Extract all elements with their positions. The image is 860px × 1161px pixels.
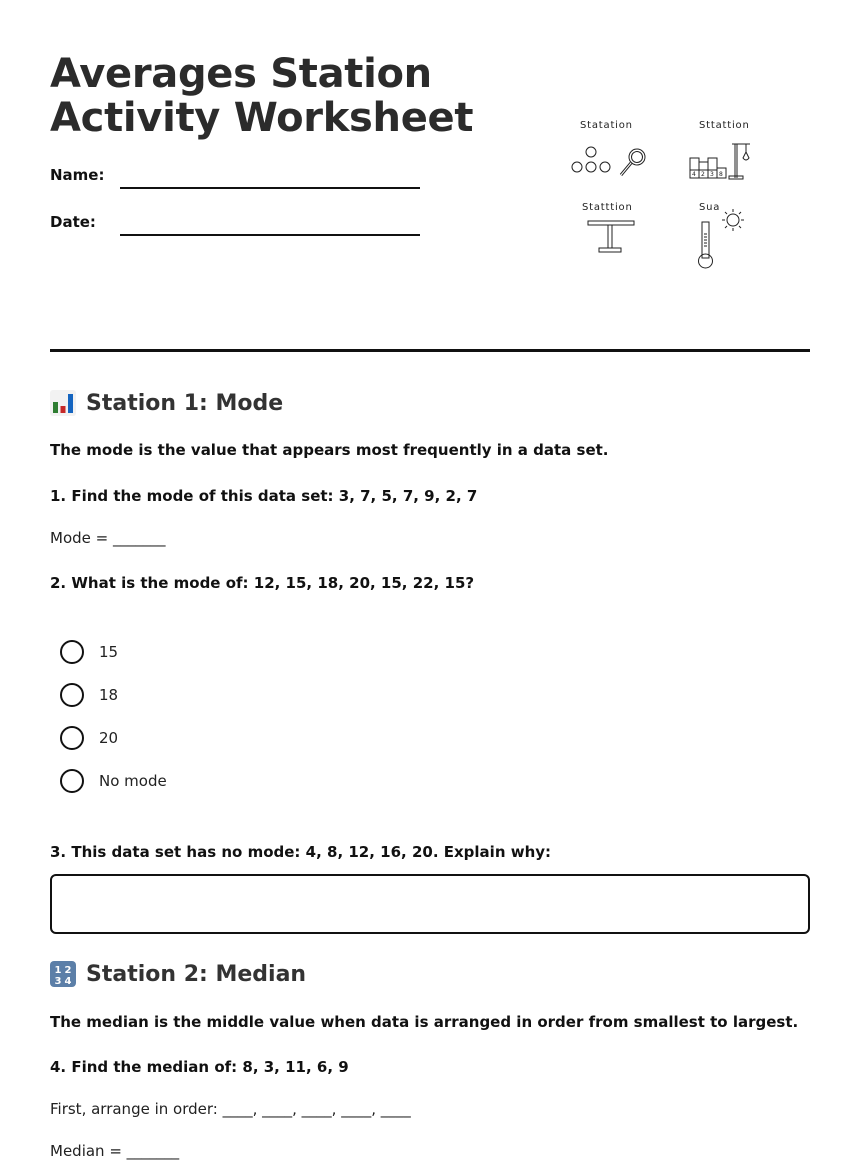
radio-button[interactable] [60, 769, 84, 793]
question-2: 2. What is the mode of: 12, 15, 18, 20, 15, 22, 15? [50, 574, 475, 592]
svg-text:1: 1 [54, 965, 62, 976]
table-icon [586, 218, 638, 258]
name-field[interactable] [120, 187, 420, 189]
page-title [50, 52, 473, 140]
median-definition: The median is the middle value when data is arranged in order from smallest to largest. [50, 1013, 799, 1031]
svg-text:8: 8 [719, 171, 723, 178]
station-1-heading [50, 390, 283, 416]
option-20[interactable] [60, 725, 118, 751]
section-divider [50, 349, 810, 352]
explanation-textbox[interactable] [50, 874, 810, 934]
icon-caption-3: Statttion [582, 202, 633, 213]
title-line-2: Activity Worksheet [50, 95, 474, 141]
radio-button[interactable] [60, 640, 84, 664]
radio-button[interactable] [60, 683, 84, 707]
option-18[interactable] [60, 682, 118, 708]
numbers-1234-icon [50, 961, 76, 987]
station-2-heading [50, 961, 306, 987]
option-label: 18 [99, 686, 119, 704]
arrange-answer-line[interactable]: First, arrange in order: ____, ____, ____, ____, ____ [50, 1100, 411, 1118]
radio-button[interactable] [60, 726, 84, 750]
option-label: 15 [99, 643, 119, 661]
thermometer-and-sun-icon [690, 206, 750, 272]
median-answer-line[interactable]: Median = _______ [50, 1142, 180, 1160]
name-label: Name: [50, 166, 105, 184]
date-field[interactable] [120, 234, 420, 236]
svg-text:3: 3 [54, 976, 62, 987]
question-4: 4. Find the median of: 8, 3, 11, 6, 9 [50, 1058, 349, 1076]
svg-text:3: 3 [710, 171, 714, 178]
station-2-title: Station 2: Median [86, 961, 307, 987]
circles-and-magnifier-icon [570, 142, 650, 182]
question-3: 3. This data set has no mode: 4, 8, 12, 16, 20. Explain why: [50, 843, 552, 861]
svg-text:4: 4 [64, 976, 72, 987]
station-icons [560, 112, 780, 272]
mode-definition: The mode is the value that appears most frequently in a data set. [50, 441, 609, 459]
option-15[interactable] [60, 639, 118, 665]
option-no-mode[interactable] [60, 768, 167, 794]
option-label: No mode [99, 772, 167, 790]
station-1-title: Station 1: Mode [86, 390, 284, 416]
icon-caption-1: Statation [580, 120, 633, 131]
option-label: 20 [99, 729, 119, 747]
svg-text:2: 2 [64, 965, 72, 976]
question-1: 1. Find the mode of this data set: 3, 7, 5, 7, 9, 2, 7 [50, 487, 478, 505]
svg-text:4: 4 [692, 171, 696, 178]
mode-answer-line[interactable]: Mode = _______ [50, 529, 166, 547]
svg-text:2: 2 [701, 171, 705, 178]
date-label: Date: [50, 213, 96, 231]
blocks-and-balance-icon [688, 140, 752, 184]
icon-caption-4: Sua [699, 202, 721, 213]
title-line-1: Averages Station [50, 51, 432, 97]
icon-caption-2: Sttattion [699, 120, 750, 131]
bar-chart-icon [50, 390, 76, 416]
